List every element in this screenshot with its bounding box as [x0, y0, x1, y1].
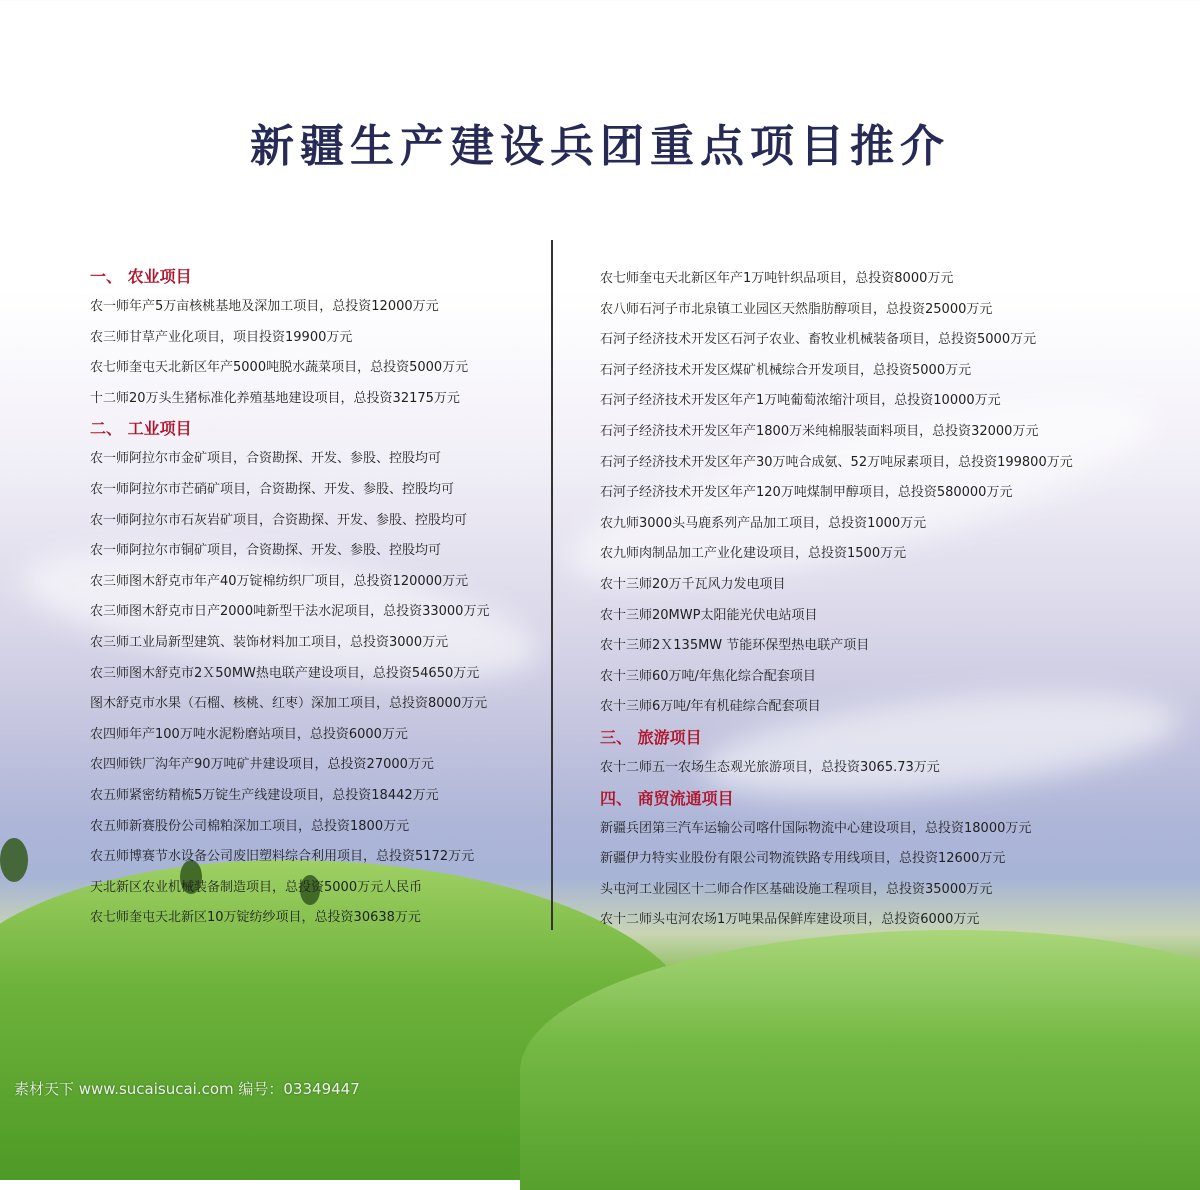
project-item: 图木舒克市水果（石榴、核桃、红枣）深加工项目，总投资8000万元 [90, 696, 488, 712]
project-item: 农十三师6万吨/年有机硅综合配套项目 [600, 699, 821, 715]
watermark-text: 素材天下 www.sucaisucai.com 编号：03349447 [14, 1080, 360, 1098]
project-item: 农七师奎屯天北新区年产5000吨脱水蔬菜项目，总投资5000万元 [90, 360, 469, 376]
project-item: 农七师奎屯天北新区10万锭纺纱项目，总投资30638万元 [90, 910, 421, 926]
section-heading: 一、 农业项目 [90, 267, 192, 286]
column-divider [551, 240, 553, 930]
project-item: 农五师紧密纺精梳5万锭生产线建设项目，总投资18442万元 [90, 787, 439, 803]
project-item: 农十三师20万千瓦风力发电项目 [600, 576, 786, 592]
project-item: 农一师阿拉尔市铜矿项目，合资勘探、开发、参股、控股均可 [90, 543, 442, 559]
project-item: 头屯河工业园区十二师合作区基础设施工程项目，总投资35000万元 [600, 881, 993, 897]
project-item: 十二师20万头生猪标准化养殖基地建设项目，总投资32175万元 [90, 390, 460, 406]
project-item: 石河子经济技术开发区石河子农业、畜牧业机械装备项目，总投资5000万元 [600, 332, 1037, 348]
project-item: 农十二师五一农场生态观光旅游项目，总投资3065.73万元 [600, 759, 940, 775]
project-item: 农七师奎屯天北新区年产1万吨针织品项目，总投资8000万元 [600, 271, 954, 286]
project-item: 农四师铁厂沟年产90万吨矿井建设项目，总投资27000万元 [90, 757, 434, 773]
project-item: 农三师图木舒克市年产40万锭棉纺织厂项目，总投资120000万元 [90, 573, 469, 589]
project-item: 石河子经济技术开发区煤矿机械综合开发项目，总投资5000万元 [600, 362, 972, 378]
project-item: 农五师博赛节水设备公司废旧塑料综合利用项目，总投资5172万元 [90, 849, 475, 865]
project-item: 农三师图木舒克市2Ｘ50MW热电联产建设项目，总投资54650万元 [90, 665, 480, 681]
project-item: 农五师新赛股份公司棉粕深加工项目，总投资1800万元 [90, 818, 410, 834]
project-item: 农十二师头屯河农场1万吨果品保鲜库建设项目，总投资6000万元 [600, 912, 980, 928]
project-item: 石河子经济技术开发区年产30万吨合成氨、52万吨尿素项目，总投资199800万元 [600, 454, 1073, 470]
left-project-list [90, 262, 545, 934]
project-item: 农三师工业局新型建筑、装饰材料加工项目，总投资3000万元 [90, 634, 449, 650]
project-item: 新疆兵团第三汽车运输公司喀什国际物流中心建设项目，总投资18000万元 [600, 820, 1032, 836]
project-item: 农八师石河子市北泉镇工业园区天然脂肪醇项目，总投资25000万元 [600, 301, 993, 317]
project-item: 石河子经济技术开发区年产120万吨煤制甲醇项目，总投资580000万元 [600, 485, 1013, 501]
project-item: 农九师肉制品加工产业化建设项目，总投资1500万元 [600, 546, 907, 562]
section-heading: 二、 工业项目 [90, 419, 192, 439]
tree-graphic [0, 838, 28, 882]
section-heading: 三、 旅游项目 [600, 727, 702, 747]
right-project-list [600, 264, 1160, 936]
project-item: 天北新区农业机械装备制造项目，总投资5000万元人民币 [90, 879, 423, 895]
project-item: 农三师甘草产业化项目，项目投资19900万元 [90, 329, 353, 345]
project-item: 新疆伊力特实业股份有限公司物流铁路专用线项目，总投资12600万元 [600, 851, 1006, 867]
project-item: 石河子经济技术开发区年产1800万米纯棉服装面料项目，总投资32000万元 [600, 423, 1039, 439]
project-item: 农十三师2Ｘ135MW 节能环保型热电联产项目 [600, 638, 870, 654]
page-title: 新疆生产建设兵团重点项目推介 [250, 121, 950, 172]
project-item: 农十三师20MWP太阳能光伏电站项目 [600, 607, 818, 623]
project-item: 农十三师60万吨/年焦化综合配套项目 [600, 668, 816, 684]
project-item: 农一师阿拉尔市石灰岩矿项目，合资勘探、开发、参股、控股均可 [90, 512, 468, 528]
project-item: 农九师3000头马鹿系列产品加工项目，总投资1000万元 [600, 515, 927, 531]
project-item: 农一师阿拉尔市芒硝矿项目，合资勘探、开发、参股、控股均可 [90, 481, 455, 497]
project-item: 农一师年产5万亩核桃基地及深加工项目，总投资12000万元 [90, 299, 439, 314]
project-item: 农四师年产100万吨水泥粉磨站项目，总投资6000万元 [90, 726, 408, 742]
project-item: 石河子经济技术开发区年产1万吨葡萄浓缩汁项目，总投资10000万元 [600, 393, 1001, 409]
project-item: 农一师阿拉尔市金矿项目，合资勘探、开发、参股、控股均可 [90, 451, 442, 467]
section-heading: 四、 商贸流通项目 [600, 788, 734, 808]
project-item: 农三师图木舒克市日产2000吨新型干法水泥项目，总投资33000万元 [90, 604, 490, 620]
